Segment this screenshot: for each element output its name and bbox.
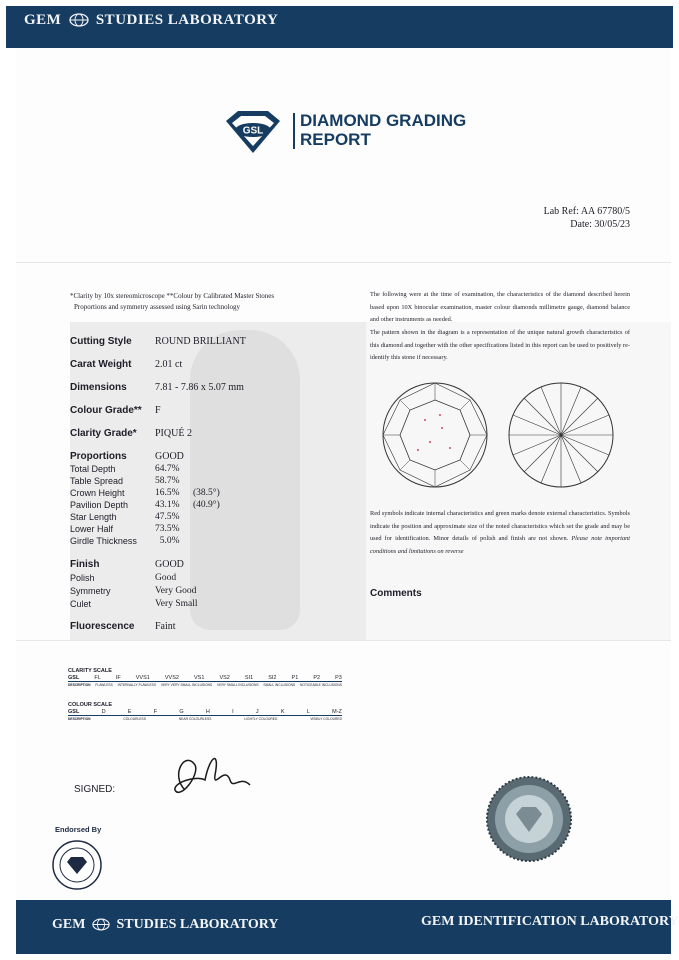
symmetry-value: Very Good — [155, 586, 197, 596]
pavilion-depth-label: Pavilion Depth — [70, 500, 129, 510]
clarity-gsl: GSL — [68, 675, 80, 681]
fold-line — [16, 262, 671, 263]
fluorescence-value: Faint — [155, 621, 176, 632]
cutting-style-label: Cutting Style — [70, 336, 132, 347]
clarity-grade: IF — [115, 675, 121, 681]
inclusion-marks — [417, 414, 451, 451]
dimensions-label: Dimensions — [70, 382, 127, 393]
method-notes — [70, 291, 274, 313]
clarity-description: SMALL INCLUSIONS — [263, 683, 296, 687]
pavilion-angle-value: (40.9°) — [193, 500, 220, 510]
cutting-style-value: ROUND BRILLIANT — [155, 336, 246, 347]
dimensions-value: 7.81 - 7.86 x 5.07 mm — [155, 382, 244, 393]
comments-label: Comments — [370, 588, 422, 599]
clarity-grade: P2 — [313, 675, 321, 681]
clarity-grade: SI2 — [268, 675, 277, 681]
lower-half-label: Lower Half — [70, 524, 114, 534]
total-depth-value: 64.7% — [155, 464, 180, 474]
symbols-text: Red symbols indicate internal characteristics and green marks denote external characteristics. Symbols indicate the position and approximate size of the noted characteristics which set the grade and may be used for identification. Minor details of polish and finish are not shown. — [370, 510, 630, 542]
colour-grade: K — [280, 709, 285, 715]
clarity-grade-value: PIQUÉ 2 — [155, 428, 192, 439]
proportions-label: Proportions — [70, 451, 127, 462]
finish-label: Finish — [70, 559, 100, 570]
conditions-note: Please note important conditions and limitations on reverse — [370, 535, 630, 555]
colour-scale — [68, 709, 342, 721]
signature — [165, 745, 255, 810]
clarity-grade: VS1 — [194, 675, 205, 681]
clarity-grade-label: Clarity Grade* — [70, 428, 137, 439]
lab-reference — [480, 205, 630, 231]
logo-divider — [293, 113, 295, 149]
colour-description-label: DESCRIPTION — [68, 717, 91, 721]
pavilion-diagram-icon — [506, 380, 616, 490]
clarity-description: VERY SMALL INCLUSIONS — [217, 683, 259, 687]
crown-angle-value: (38.5°) — [193, 488, 220, 498]
fluorescence-label: Fluorescence — [70, 621, 135, 632]
girdle-thickness-label: Girdle Thickness — [70, 536, 137, 546]
polish-value: Good — [155, 573, 177, 583]
proportions-value: GOOD — [155, 451, 184, 462]
watermark-hand — [190, 330, 300, 630]
footer-word-gem: GEM — [52, 917, 86, 932]
colour-grade: M-Z — [332, 709, 342, 715]
colour-grade: G — [179, 709, 184, 715]
star-length-value: 47.5% — [155, 512, 180, 522]
signature-icon — [165, 745, 255, 805]
diamond-logo-icon — [222, 109, 284, 155]
clarity-scale-title: CLARITY SCALE — [68, 668, 112, 674]
header-word-gem: GEM — [24, 12, 62, 28]
clarity-grade: FL — [94, 675, 101, 681]
globe-icon — [69, 13, 89, 32]
carat-weight-label: Carat Weight — [70, 359, 132, 370]
colour-grade: I — [232, 709, 234, 715]
endorsed-label: Endorsed By — [55, 825, 102, 834]
method-note-line2: Proportions and symmetry assessed using Sarin technology — [74, 303, 241, 311]
crown-plot — [380, 380, 490, 495]
pattern-paragraph: The pattern shown in the diagram is a representation of the unique natural growth characteristics of this diamond and together with the other specifications listed in this report can be used to positively re-identify this stone if necessary. — [370, 329, 630, 361]
symbols-paragraph — [370, 508, 630, 558]
association-logo — [52, 840, 102, 895]
clarity-grade: SI1 — [244, 675, 254, 681]
colour-grade: H — [205, 709, 210, 715]
report-date: Date: 30/05/23 — [570, 219, 630, 230]
lab-ref-number: Lab Ref: AA 67780/5 — [543, 206, 630, 217]
fold-line — [16, 640, 671, 641]
star-length-label: Star Length — [70, 512, 117, 522]
pavilion-plot — [506, 380, 616, 495]
clarity-grade: P3 — [335, 675, 342, 681]
method-note-line1: *Clarity by 10x stereomicroscope **Colour by Calibrated Master Stones — [70, 292, 275, 300]
pavilion-depth-value: 43.1% — [155, 500, 180, 510]
symmetry-label: Symmetry — [70, 586, 111, 596]
clarity-description: FLAWLESS — [95, 683, 113, 687]
clarity-description: INTERNALLY FLAWLESS — [117, 683, 157, 687]
colour-grade: F — [153, 709, 158, 715]
clarity-description: VERY VERY SMALL INCLUSIONS — [160, 683, 213, 687]
examination-paragraph: The following were at the time of examination, the characteristics of the diamond described herein based upon 10X binocular examination, master colour diamonds millimetre gauge, diamond balance and other instruments as needed. — [370, 291, 630, 323]
clarity-scale — [68, 675, 342, 687]
association-seal-icon — [52, 840, 102, 890]
polish-label: Polish — [70, 573, 95, 583]
finish-value: GOOD — [155, 559, 184, 570]
crown-diagram-icon — [380, 380, 490, 490]
crown-height-label: Crown Height — [70, 488, 125, 498]
carat-weight-value: 2.01 ct — [155, 359, 183, 370]
colour-grade: E — [127, 709, 132, 715]
lower-half-value: 73.5% — [155, 524, 180, 534]
table-spread-label: Table Spread — [70, 476, 124, 486]
globe-icon — [92, 918, 110, 936]
colour-grade-value: F — [155, 405, 161, 416]
hologram-seal-icon — [486, 776, 572, 862]
report-title — [300, 111, 466, 149]
colour-gsl: GSL — [68, 709, 80, 715]
clarity-grade: VS2 — [219, 675, 230, 681]
clarity-grade: P1 — [291, 675, 299, 681]
footer-right-title: GEM IDENTIFICATION LABORATORY — [421, 914, 679, 929]
hologram-seal — [486, 776, 572, 867]
header-title — [24, 12, 278, 32]
colour-grade: D — [101, 709, 106, 715]
gsl-logo — [222, 109, 284, 160]
crown-height-value: 16.5% — [155, 488, 180, 498]
total-depth-label: Total Depth — [70, 464, 116, 474]
colour-grade: L — [306, 709, 310, 715]
table-spread-value: 58.7% — [155, 476, 180, 486]
footer-word-lab: STUDIES LABORATORY — [116, 917, 279, 932]
clarity-grade: VVS1 — [135, 675, 150, 681]
culet-value: Very Small — [155, 599, 198, 609]
colour-grade-label: Colour Grade** — [70, 405, 142, 416]
clarity-description: NOTICEABLE INCLUSIONS — [300, 683, 342, 687]
header-word-lab: STUDIES LABORATORY — [95, 12, 279, 28]
colour-description: LIGHTLY COLOURED — [244, 717, 278, 721]
culet-label: Culet — [70, 599, 92, 609]
signed-label: SIGNED: — [74, 784, 116, 795]
report-title-line1: DIAMOND GRADING — [300, 111, 467, 130]
colour-scale-title: COLOUR SCALE — [68, 702, 112, 708]
logo-badge-text: GSL — [242, 125, 264, 137]
colour-description: NEAR COLOURLESS — [178, 717, 212, 721]
colour-grade: J — [255, 709, 259, 715]
colour-description: VISIBLY COLOURED — [310, 717, 342, 721]
girdle-thickness-value: 5.0% — [155, 536, 180, 546]
clarity-description-label: DESCRIPTION — [68, 683, 91, 687]
clarity-grade: VVS2 — [164, 675, 179, 681]
colour-description: COLOURLESS — [123, 717, 146, 721]
footer-left-title — [52, 917, 278, 936]
report-title-line2: REPORT — [300, 130, 371, 149]
